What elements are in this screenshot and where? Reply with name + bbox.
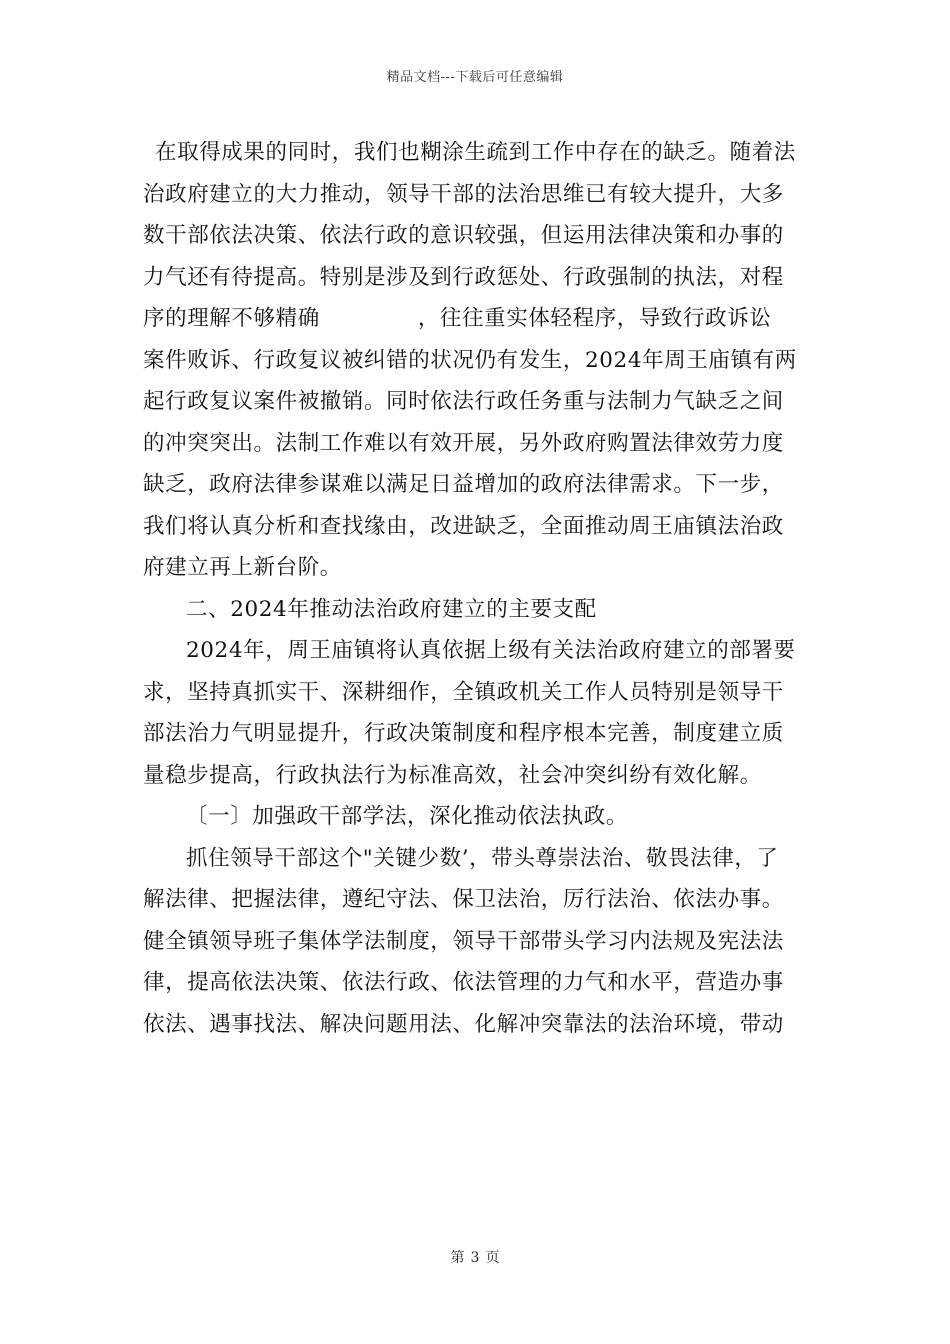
page-number-prefix: 第 [450, 1250, 465, 1266]
paragraph-line [143, 298, 807, 340]
page-footer [0, 1247, 950, 1267]
paragraph-line: 解法律、把握法律，遵纪守法、保卫法治，厉行法治、依法办事。 [143, 887, 784, 912]
paragraph-line: 缺乏，政府法律参谋难以满足日益增加的政府法律需求。下一步， [143, 472, 784, 497]
paragraph-line: 数干部依法决策、依法行政的意识较强，但运用法律决策和办事的 [143, 223, 784, 248]
page-number: 3 [470, 1250, 480, 1266]
paragraph-line: 部法治力气明显提升，行政决策制度和程序根本完善，制度建立质 [143, 721, 784, 746]
page-number-suffix: 页 [485, 1250, 500, 1266]
paragraph-line-part: ，往往重实体轻程序，导致行政诉讼 [417, 306, 772, 331]
paragraph-line: 力气还有待提高。特别是涉及到行政惩处、行政强制的执法，对程 [143, 264, 784, 290]
paragraph-line-part: 序的理解不够精确 [143, 306, 320, 331]
document-body [143, 132, 807, 1045]
paragraph-line: 抓住领导干部这个"关键少数’，带头尊崇法治、敬畏法律，了 [186, 845, 779, 871]
paragraph-line: 在取得成果的同时，我们也糊涂生疏到工作中存在的缺乏。随着法 [155, 140, 796, 165]
paragraph-line: 府建立再上新台阶。 [143, 555, 342, 580]
paragraph-line: 案件败诉、行政复议被纠错的状况仍有发生，2024年周王庙镇有两 [143, 347, 797, 373]
paragraph-line: 律，提高依法决策、依法行政、依法管理的力气和水平，营造办事 [143, 970, 784, 995]
subsection-heading: 〔一〕加强政干部学法，深化推动依法执政。 [186, 804, 629, 829]
paragraph-line: 我们将认真分析和查找缘由，改进缺乏，全面推动周王庙镇法治政 [143, 513, 784, 539]
paragraph-line: 求，坚持真抓实干、深耕细作，全镇政机关工作人员特别是领导干 [143, 679, 784, 705]
section-heading: 二、2024年推动法治政府建立的主要支配 [186, 596, 597, 622]
paragraph-line: 的冲突突出。法制工作难以有效开展，另外政府购置法律效劳力度 [143, 430, 784, 456]
paragraph-line: 起行政复议案件被撤销。同时依法行政任务重与法制力气缺乏之间 [143, 389, 784, 414]
paragraph-line: 治政府建立的大力推动，领导干部的法治思维已有较大提升，大多 [143, 181, 784, 207]
paragraph-line: 量稳步提高，行政执法行为标准高效，社会冲突纠纷有效化解。 [143, 762, 762, 788]
paragraph-line: 健全镇领导班子集体学法制度，领导干部带头学习内法规及宪法法 [143, 928, 784, 954]
paragraph-line: 2024年，周王庙镇将认真依据上级有关法治政府建立的部署要 [186, 638, 796, 663]
paragraph-line: 依法、遇事找法、解决问题用法、化解冲突靠法的法治环境，带动 [143, 1011, 784, 1037]
page-header: 精品文档---下载后可任意编辑 [386, 70, 564, 85]
